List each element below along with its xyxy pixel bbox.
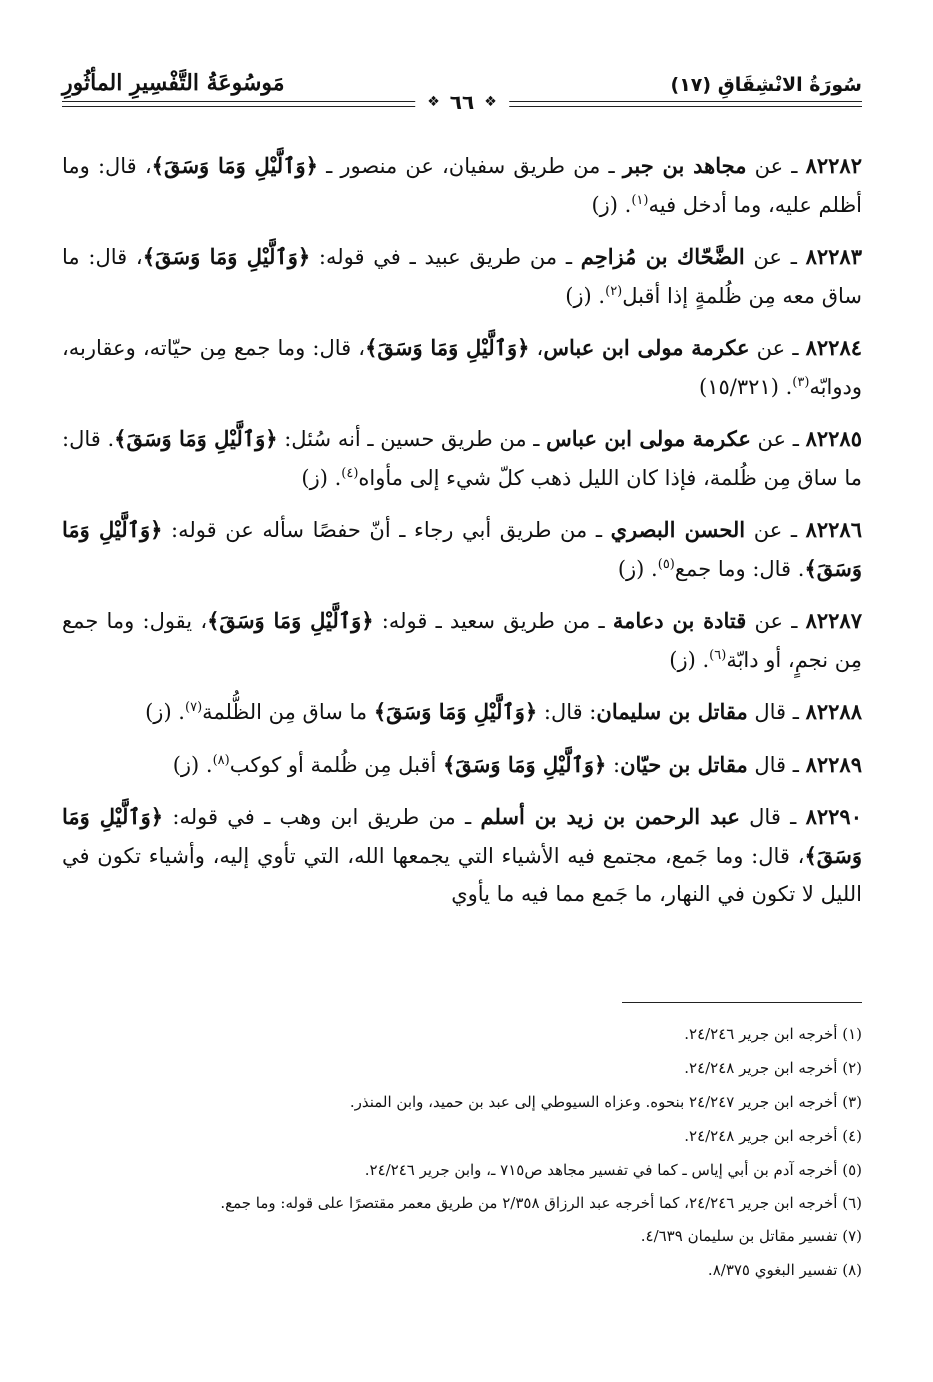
footnote-ref: (٨) [212,752,230,768]
entry-text: ما ساق مِن الظُّلمة [202,700,374,724]
entry-text: . قال: ما ساق مِن ظُلمة، فإذا كان الليل ذهب كلّ شيء إلى مأواه [62,427,862,490]
surah-title: سُورَةُ الانْشِقَاقِ (١٧) [670,74,862,96]
entry-connector: ـ قال [747,752,806,777]
footnote: (٦) أخرجه ابن جرير ٢٤/٢٤٦، كما أخرجه عبد الرزاق ٢/٣٥٨ من طريق معمر مقتصرًا على قوله: وما جمع. [220,1194,862,1212]
entry-chain: ـ من طريق ابن وهب ـ في قوله: [163,805,481,829]
quran-quote: ﴿وَٱلَّيْلِ وَمَا وَسَقَ﴾ [151,153,318,178]
entry-text: أقبل مِن ظُلمة أو كوكب [229,752,443,777]
entry-number: ٨٢٢٨٧ [805,608,862,633]
entry-chain: ـ من طريق عبيد ـ في قوله: [310,245,581,269]
entry-source: . (ز) [669,647,710,672]
quran-quote: ﴿وَٱلَّيْلِ وَمَا وَسَقَ﴾ [207,608,374,633]
quran-quote: ﴿وَٱلَّيْلِ وَمَا وَسَقَ﴾ [373,699,538,724]
entry-number: ٨٢٢٨٩ [805,751,862,777]
page-header [62,60,862,114]
footnote: (٨) تفسير البغوي ٨/٣٧٥. [707,1261,862,1279]
narrator-name: قتادة بن دعامة [612,608,747,633]
entry-text: ، قال: وما جَمع، مجتمع فيه الأشياء التي يجمعها الله، التي تأوي إليه، وأشياء تكون في الليل لا تكون في النهار، ما جَمع مما فيه ما يأوي [62,843,862,906]
narrator-name: الضَّحّاك بن مُزاحِم [580,244,745,269]
footnote-ref: (٧) [185,700,203,715]
entry-source: . (ز) [591,192,632,217]
entry-chain: : [606,752,621,777]
entry-text: ، قال: وما أظلم عليه، وما أدخل فيه [62,154,862,217]
quran-quote: ﴿وَٱلَّيْلِ وَمَا وَسَقَ﴾ [62,517,862,581]
page-number: ٦٦ [449,90,475,114]
entry-source: . (ز) [565,283,606,308]
entry-number: ٨٢٢٨٤ [805,335,863,360]
narration-entry [62,602,862,679]
entry-chain: ، [529,336,544,360]
entry-number: ٨٢٢٨٥ [805,426,862,451]
narration-entry [62,238,862,315]
entry-chain: : قال: [537,700,597,724]
entry-chain: ـ من طريق سفيان، عن منصور ـ [317,154,623,178]
entry-number: ٨٢٢٨٣ [805,244,862,269]
narrator-name: مجاهد بن جبر [622,153,747,178]
main-text [62,147,862,928]
entry-connector: ـ عن [745,518,806,542]
footnote-separator [622,1002,862,1003]
entry-connector: ـ عن [746,609,806,633]
entry-chain: ـ من طريق سعيد ـ قوله: [373,609,613,633]
footnote-ref: (٦) [709,647,727,663]
narrator-name: عكرمة مولى ابن عباس [546,426,751,451]
entry-source: . (١٥/٣٢١) [699,374,793,399]
ornament-icon: ❖ [484,94,497,110]
entry-connector: ـ عن [750,427,806,451]
entry-connector: ـ قال [747,700,806,724]
quran-quote: ﴿وَٱلَّيْلِ وَمَا وَسَقَ﴾ [442,751,607,777]
footnote: (١) أخرجه ابن جرير ٢٤/٢٤٦. [684,1025,862,1043]
footnote: (٤) أخرجه ابن جرير ٢٤/٢٤٨. [684,1127,862,1145]
footnote-ref: (١) [631,192,649,208]
footnote: (٧) تفسير مقاتل بن سليمان ٤/٦٣٩. [640,1227,862,1245]
footnote-ref: (٢) [605,283,623,299]
entry-source: . (ز) [301,465,342,490]
entry-text: ، يقول: وما جمع مِن نجمٍ، أو دابّة [62,609,862,672]
page-number-box [415,90,509,114]
narration-entry [62,693,862,732]
entry-source: . (ز) [145,700,185,724]
entry-chain: ـ من طريق أبي رجاء ـ أنّ حفصًا سأله عن قوله: [162,518,611,542]
entry-chain: ـ من طريق حسين ـ أنه سُئل: [277,427,547,451]
entry-source: . (ز) [172,752,213,777]
narrator-name: عكرمة مولى ابن عباس [543,335,750,360]
footnote: (٢) أخرجه ابن جرير ٢٤/٢٤٨. [684,1059,862,1077]
footnote: (٣) أخرجه ابن جرير ٢٤/٢٤٧ بنحوه. وعزاه السيوطي إلى عبد بن حميد، وابن المنذر. [349,1093,862,1111]
entry-text: ، قال: وما جمع مِن حيّاته، وعقاربه، ودوابّه [62,336,862,399]
quran-quote: ﴿وَٱلَّيْلِ وَمَا وَسَقَ﴾ [142,244,311,269]
quran-quote: ﴿وَٱلَّيْلِ وَمَا وَسَقَ﴾ [62,804,862,868]
narration-entry [62,798,862,914]
narration-entry [62,147,862,224]
entry-number: ٨٢٢٩٠ [805,804,862,829]
footnote-ref: (٥) [657,556,675,572]
ornament-icon: ❖ [427,94,440,110]
footnote-ref: (٣) [792,374,810,390]
entry-connector: ـ عن [746,154,806,178]
footnote: (٥) أخرجه آدم بن أبي إياس ـ كما في تفسير مجاهد ص٧١٥ ـ، وابن جرير ٢٤/٢٤٦. [364,1161,862,1179]
narration-entry [62,746,862,785]
narrator-name: مقاتل بن سليمان [596,699,748,724]
entry-text: ، قال: ما ساق معه مِن ظُلمةٍ إذا أقبل [62,245,862,308]
footnotes [62,1017,862,1287]
narrator-name: الحسن البصري [610,517,746,542]
narrator-name: عبد الرحمن بن زيد بن أسلم [480,804,740,829]
quran-quote: ﴿وَٱلَّيْلِ وَمَا وَسَقَ﴾ [365,335,530,360]
narration-entry [62,420,862,497]
entry-connector: ـ عن [749,336,806,360]
footnote-ref: (٤) [341,465,359,481]
narration-entry [62,511,862,588]
narration-entry [62,329,862,406]
quran-quote: ﴿وَٱلَّيْلِ وَمَا وَسَقَ﴾ [114,426,278,451]
entry-connector: ـ عن [744,245,806,269]
book-title: مَوسُوعَةُ التَّفْسِيرِ المأثُورِ [62,70,285,96]
narrator-name: مقاتل بن حيّان [620,751,748,777]
entry-number: ٨٢٢٨٦ [805,517,862,542]
entry-connector: ـ قال [739,805,806,829]
entry-source: . (ز) [617,556,658,581]
entry-number: ٨٢٢٨٨ [805,699,862,724]
entry-text: . قال: وما جمع [674,556,805,581]
entry-number: ٨٢٢٨٢ [805,153,862,178]
